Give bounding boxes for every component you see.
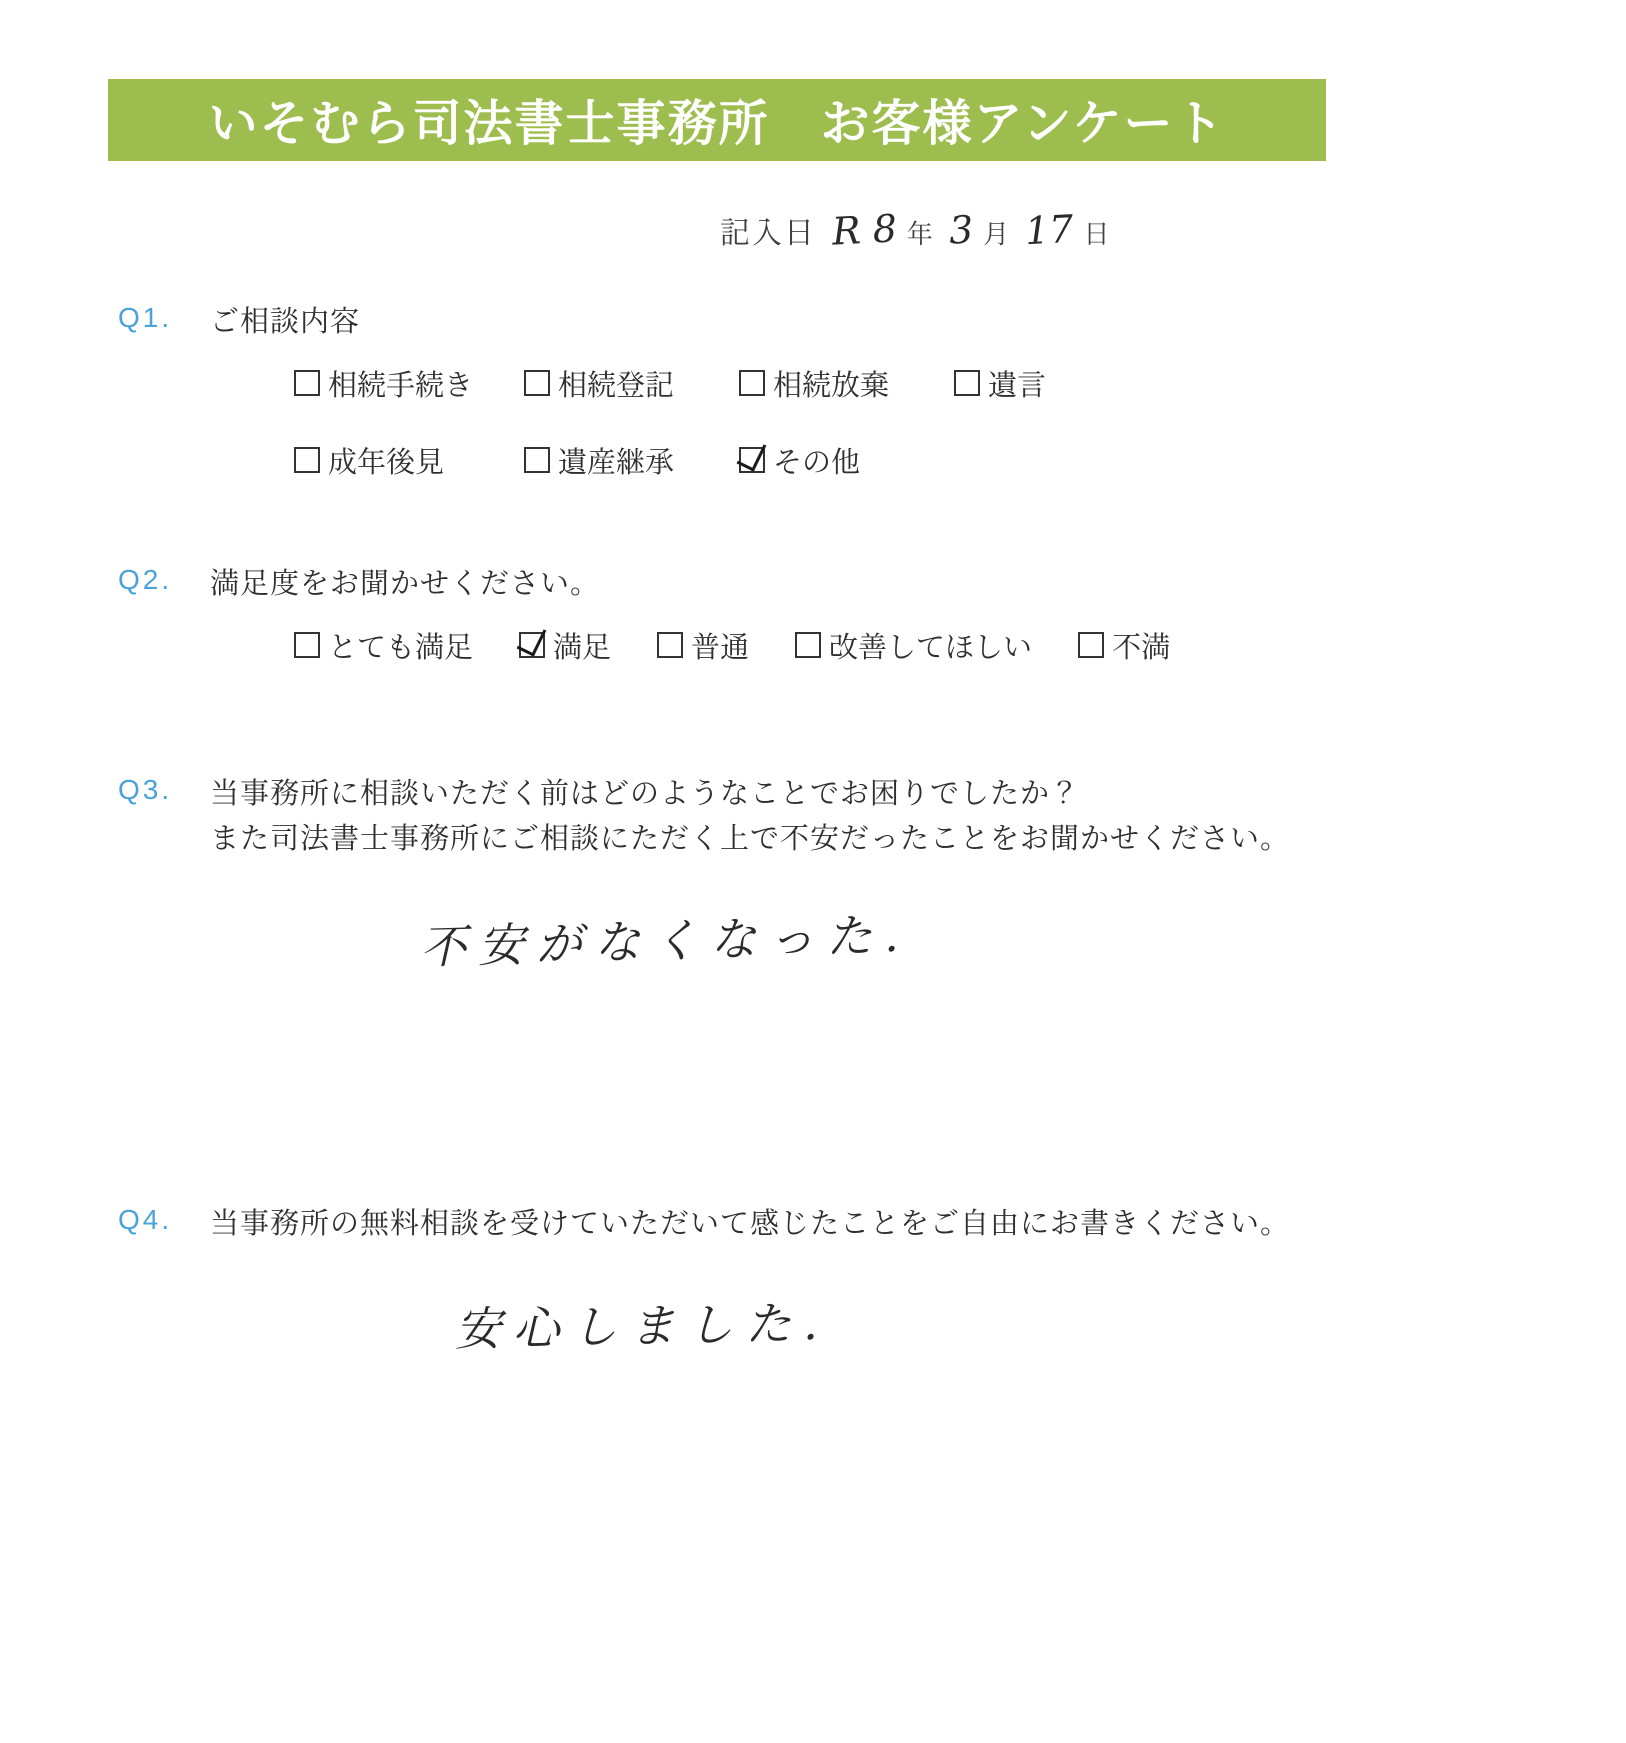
option-yuigon[interactable] xyxy=(954,363,1046,404)
option-souzoku-houki[interactable] xyxy=(739,363,954,404)
header-banner xyxy=(108,79,1326,161)
question-1-number: Q1. xyxy=(118,302,173,333)
checkbox-icon[interactable] xyxy=(524,370,550,396)
question-3-handwritten-answer: 不安がなくなった. xyxy=(419,907,912,975)
option-fuman[interactable] xyxy=(1078,625,1170,666)
question-3 xyxy=(118,772,1290,862)
option-totemo-manzoku[interactable] xyxy=(294,625,473,666)
checkbox-icon[interactable] xyxy=(954,370,980,396)
checkbox-icon[interactable] xyxy=(524,447,550,473)
option-label: 満足 xyxy=(553,631,612,664)
option-label: とても満足 xyxy=(328,631,474,664)
option-label: 不満 xyxy=(1112,631,1171,664)
question-3-text-line-2: また司法書士事務所にご相談にただく上で不安だったことをお聞かせください。 xyxy=(210,822,1291,855)
date-line xyxy=(720,208,1109,252)
checkbox-icon[interactable] xyxy=(657,632,683,658)
checkbox-icon-checked[interactable] xyxy=(519,632,545,658)
option-label: 改善してほしい xyxy=(829,631,1033,664)
checkbox-icon[interactable] xyxy=(795,632,821,658)
date-day-unit: 日 xyxy=(1083,219,1110,249)
question-2-number: Q2. xyxy=(118,564,173,595)
date-label: 記入日 xyxy=(720,217,816,250)
option-isan-keishou[interactable] xyxy=(524,440,739,481)
option-sonota[interactable] xyxy=(739,440,860,481)
checkbox-icon[interactable] xyxy=(294,370,320,396)
option-label: 成年後見 xyxy=(328,446,445,479)
date-day-value: 17 xyxy=(1023,206,1075,254)
option-souzoku-touki[interactable] xyxy=(524,363,739,404)
question-3-number: Q3. xyxy=(118,774,173,805)
question-2 xyxy=(118,562,1216,684)
option-label: 相続手続き xyxy=(328,369,474,402)
checkbox-icon-checked[interactable] xyxy=(739,447,765,473)
question-4 xyxy=(118,1202,1290,1247)
option-manzoku[interactable] xyxy=(519,625,611,666)
checkbox-icon[interactable] xyxy=(739,370,765,396)
option-label: 相続放棄 xyxy=(773,369,890,402)
question-2-text: 満足度をお聞かせください。 xyxy=(210,568,601,600)
option-futsuu[interactable] xyxy=(657,625,749,666)
checkbox-icon[interactable] xyxy=(294,447,320,473)
date-year-value: R 8 xyxy=(830,206,898,254)
option-label: 遺言 xyxy=(988,369,1047,402)
option-seinen-kouken[interactable] xyxy=(294,440,524,481)
question-4-text-line-1: 当事務所の無料相談を受けていただいて感じたことをご自由にお書きください。 xyxy=(210,1208,1291,1240)
question-1-options-row-1 xyxy=(210,363,1090,422)
question-4-number: Q4. xyxy=(118,1204,173,1235)
question-1-options-row-2 xyxy=(210,440,1090,499)
option-kaizen-shite-hoshii[interactable] xyxy=(795,625,1032,666)
question-4-handwritten-answer: 安心しました. xyxy=(454,1295,831,1357)
page-title: いそむら司法書士事務所 お客様アンケート xyxy=(208,97,1226,151)
option-label: 相続登記 xyxy=(558,369,675,402)
date-year-unit: 年 xyxy=(906,219,933,249)
option-souzoku-tetsuzuki[interactable] xyxy=(294,363,524,404)
question-3-text-line-1: 当事務所に相談いただく前はどのようなことでお困りでしたか？ xyxy=(210,778,1081,810)
option-label: その他 xyxy=(773,446,861,479)
question-1 xyxy=(118,300,1090,499)
date-month-value: 3 xyxy=(947,207,975,253)
date-month-unit: 月 xyxy=(983,219,1010,249)
checkbox-icon[interactable] xyxy=(1078,632,1104,658)
option-label: 遺産継承 xyxy=(558,446,675,479)
question-1-text: ご相談内容 xyxy=(210,306,361,338)
checkbox-icon[interactable] xyxy=(294,632,320,658)
option-label: 普通 xyxy=(691,631,750,664)
question-2-options xyxy=(210,625,1216,684)
